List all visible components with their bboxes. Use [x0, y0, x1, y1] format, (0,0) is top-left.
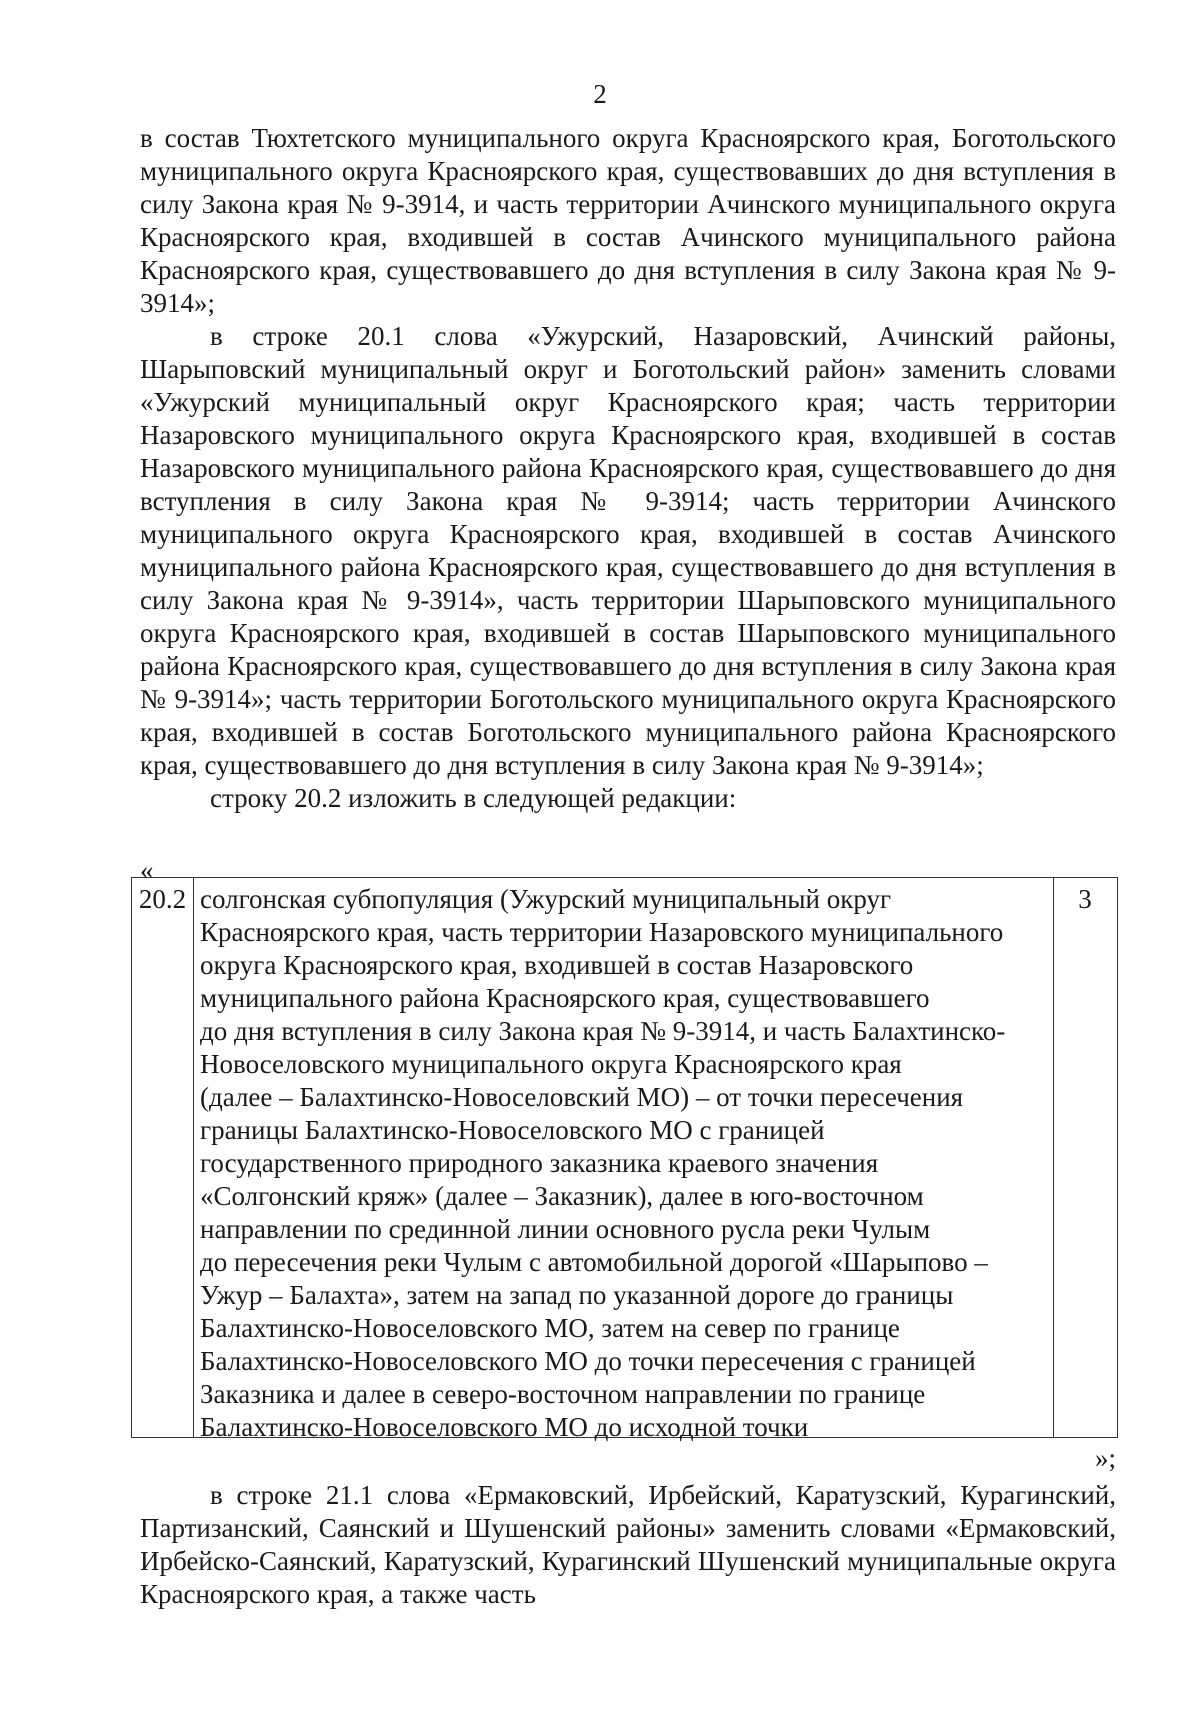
description-line: округа Красноярского края, входившей в состав Назаровского	[200, 950, 914, 980]
table-row-value: 3	[1078, 884, 1092, 914]
description-line: «Солгонский кряж» (далее – Заказник), далее в юго-восточном	[200, 1181, 924, 1211]
description-line: государственного природного заказника краевого значения	[200, 1148, 879, 1178]
body-text-top	[140, 122, 1116, 815]
description-line: (далее – Балахтинско-Новоселовский МО) – от точки пересечения	[200, 1082, 964, 1112]
description-line: направлении по срединной линии основного русла реки Чулым	[200, 1214, 931, 1244]
closing-quote: »;	[1094, 1443, 1116, 1473]
amendment-table	[131, 877, 1118, 1442]
paragraph-row-20-2-intro: строку 20.2 изложить в следующей редакции:	[210, 783, 737, 813]
description-line: Новоселовского муниципального округа Красноярского края	[200, 1049, 902, 1079]
description-line: солгонская субпопуляция (Ужурский муниципальный округ	[200, 884, 892, 914]
description-line: Ужур – Балахта», затем на запад по указанной дороге до границы	[200, 1280, 954, 1310]
description-line: Заказника и далее в северо-восточном направлении по границе	[200, 1379, 926, 1409]
description-line: Балахтинско-Новоселовского МО до исходной точки	[200, 1412, 809, 1442]
body-text-bottom	[140, 1479, 1116, 1611]
description-line: Балахтинско-Новоселовского МО до точки пересечения с границей	[200, 1346, 976, 1376]
description-line: Балахтинско-Новоселовского МО, затем на север по границе	[200, 1313, 900, 1343]
description-line: границы Балахтинско-Новоселовского МО с границей	[200, 1115, 825, 1145]
table-row-number: 20.2	[132, 878, 194, 1437]
description-line: до пересечения реки Чулым с автомобильной дорогой «Шарыпово –	[200, 1247, 988, 1277]
description-line: до дня вступления в силу Закона края № 9-3914, и часть Балахтинско-	[200, 1016, 1006, 1046]
table-row-description	[194, 878, 1054, 1442]
paragraph-row-20-1: в строке 20.1 слова «Ужурский, Назаровский, Ачинский районы, Шарыповский муниципальный округ и Боготольский район» заменить словами «Ужурский муниципальный округ Красноярского края; часть территории Назаровского муниципального округа Красноярского края, входившей в состав Назаровского муниципального района Красноярского края, существовавшего до дня вступления в силу Закона края № 9-3914; часть территории Ачинского муниципального округа Красноярского края, входившей в состав Ачинского муниципального района Красноярского края, существовавшего до дня вступления в силу Закона края № 9-3914», часть территории Шарыповского муниципального округа Красноярского края, входившей в состав Шарыповского муниципального района Красноярского края, существовавшего до дня вступления в силу Закона края № 9-3914»; часть территории Боготольского муниципального округа Красноярского края, входившей в состав Боготольского муниципального района Красноярского края, существовавшего до дня вступления в силу Закона края № 9-3914»;	[140, 321, 1116, 780]
page-number: 2	[593, 79, 607, 109]
opening-quote: «	[140, 855, 154, 885]
paragraph-row-21-1: в строке 21.1 слова «Ермаковский, Ирбейский, Каратузский, Курагинский, Партизанский, Саянский и Шушенский районы» заменить словами «Ермаковский, Ирбейско-Саянский, Каратузский, Курагинский Шушенский муниципальные округа Красноярского края, а также часть	[140, 1480, 1116, 1609]
paragraph-continuation: в состав Тюхтетского муниципального округа Красноярского края, Боготольского муниципального округа Красноярского края, существовавших до дня вступления в силу Закона края № 9-3914, и часть территории Ачинского муниципального округа Красноярского края, входившей в состав Ачинского муниципального района Красноярского края, существовавшего до дня вступления в силу Закона края № 9-3914»;	[140, 123, 1116, 318]
description-line: Красноярского края, часть территории Назаровского муниципального	[200, 917, 1004, 947]
description-line: муниципального района Красноярского края, существовавшего	[200, 983, 930, 1013]
